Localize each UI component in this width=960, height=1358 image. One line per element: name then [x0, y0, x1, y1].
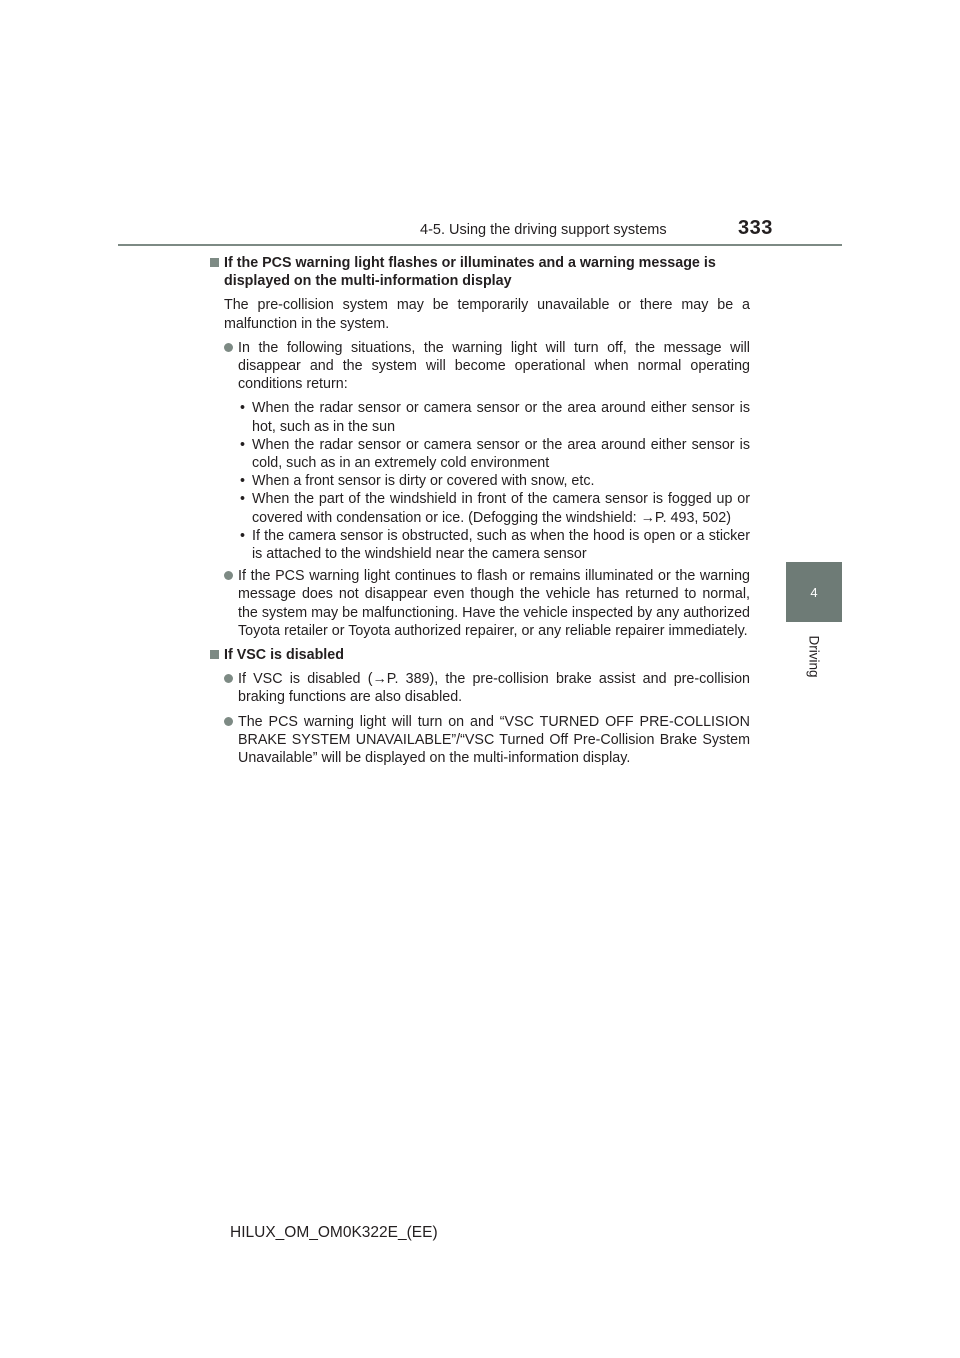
- dot-marker-icon: •: [240, 491, 246, 508]
- list-item: The PCS warning light will turn on and “VSC TURNED OFF PRE-COLLISION BRAKE SYSTEM UNAVAILABLE”/“VSC Turned Off Pre-Collision Brake System Unavailable” will be displayed on the multi-information display.: [210, 713, 750, 768]
- sub-list-item: • If the camera sensor is obstructed, such as when the hood is open or a sticker is attached to the windshield near the camera sensor: [240, 527, 750, 563]
- page-number: 333: [738, 217, 773, 239]
- square-bullet-icon: [210, 650, 219, 659]
- header-divider: [118, 244, 842, 246]
- document-code: HILUX_OM_OM0K322E_(EE): [230, 1224, 438, 1241]
- round-bullet-icon: [224, 343, 233, 352]
- sub-list-item: • When the part of the windshield in front of the camera sensor is fogged up or covered with condensation or ice. (Defogging the windshield: →P. 493, 502): [240, 491, 750, 526]
- square-bullet-icon: [210, 258, 219, 267]
- round-bullet-icon: [224, 717, 233, 726]
- chapter-number: 4: [810, 584, 818, 600]
- list-item: If the PCS warning light continues to flash or remains illuminated or the warning message does not disappear even though the vehicle has returned to normal, the system may be malfunctioning. Have the vehicle inspected by any authorized Toyota retailer or Toyota authorized repairer, or any reliable repairer immediately.: [210, 567, 750, 640]
- chapter-label-container: [786, 626, 842, 686]
- section-title: 4-5. Using the driving support systems: [420, 222, 667, 238]
- section-intro: The pre-collision system may be temporarily unavailable or there may be a malfunction in the system.: [224, 297, 750, 332]
- sub-list-item: • When a front sensor is dirty or covered with snow, etc.: [240, 473, 595, 490]
- round-bullet-icon: [224, 571, 233, 580]
- sub-list-item: • When the radar sensor or camera sensor or the area around either sensor is cold, such as in an extremely cold environment: [240, 436, 750, 472]
- dot-marker-icon: •: [240, 400, 246, 417]
- round-bullet-icon: [224, 674, 233, 683]
- dot-marker-icon: •: [240, 473, 246, 490]
- dot-marker-icon: •: [240, 436, 246, 453]
- sub-list: [210, 399, 750, 563]
- dot-marker-icon: •: [240, 527, 246, 544]
- sub-list-item: • When the radar sensor or camera sensor or the area around either sensor is hot, such as in the sun: [240, 400, 750, 435]
- list-item: In the following situations, the warning light will turn off, the message will disappear and the system will become operational when normal operating conditions return:: [210, 339, 750, 394]
- chapter-tab[interactable]: [786, 562, 842, 622]
- section-heading: If VSC is disabled: [210, 646, 750, 664]
- section-heading: If the PCS warning light flashes or illuminates and a warning message is displayed on the multi-information display: [210, 254, 750, 290]
- page-content: [210, 254, 750, 773]
- chapter-label: Driving: [806, 634, 822, 678]
- list-item: If VSC is disabled (→P. 389), the pre-collision brake assist and pre-collision braking functions are also disabled.: [210, 670, 750, 706]
